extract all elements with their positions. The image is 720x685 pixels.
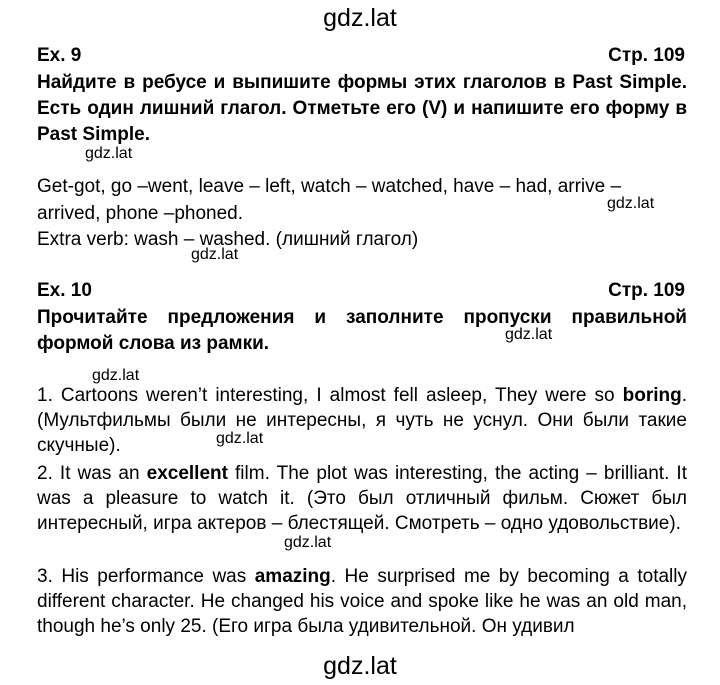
ex9-answer-line2: Extra verb: wash – washed. (лишний глагол): [37, 229, 419, 250]
ex9-label: Ex. 9: [37, 45, 82, 66]
item3-answer-word: amazing: [254, 566, 331, 587]
item1-text-before: 1. Cartoons weren’t interesting, I almost fell asleep, They were so: [37, 385, 623, 406]
ex9-task-text: Найдите в ребусе и выпишите формы этих глаголов в Past Simple. Есть один лишний глагол. Отметьте его (V) и напишите его форму в Past Simple.: [37, 72, 687, 145]
ex10-page-number: Стр. 109: [608, 280, 685, 301]
ex9-page-number: Стр. 109: [608, 45, 685, 66]
ex9-answer-line1: Get-got, go –went, leave – left, watch – watched, have – had, arrive – arrived, phone –phoned.: [37, 176, 622, 224]
ex10-task-text: Прочитайте предложения и заполните пропуски правильной формой слова из рамки.: [37, 307, 687, 354]
ex9-header: [37, 44, 685, 68]
ex10-item-2: [37, 461, 687, 536]
item3-text-after: . He surprised me by becoming a totally different character. He changed his voice and spoke like he was an old man, though he’s only 25. (Его игра была удивительной. Он удивил: [37, 566, 687, 637]
site-title-top: gdz.lat: [323, 4, 397, 32]
ex10-label: Ex. 10: [37, 280, 92, 301]
ex10-header: [37, 279, 685, 303]
item1-answer-word: boring: [622, 385, 682, 406]
item1-text-after: . (Мультфильмы были не интересны, я чуть не уснул. Они были такие скучные).: [37, 385, 687, 456]
item2-text-before: 2. It was an: [37, 463, 147, 484]
ex10-item-1: [37, 383, 687, 458]
item3-text-before: 3. His performance was: [37, 566, 255, 587]
watermark: gdz.lat: [607, 195, 655, 212]
watermark: gdz.lat: [85, 145, 133, 162]
ex10-item-3: [37, 564, 687, 639]
site-title-bottom: gdz.lat: [323, 652, 397, 680]
watermark: gdz.lat: [216, 430, 264, 447]
watermark: gdz.lat: [92, 367, 140, 384]
watermark: gdz.lat: [284, 534, 332, 551]
watermark: gdz.lat: [191, 246, 239, 263]
watermark: gdz.lat: [505, 326, 553, 343]
item2-answer-word: excellent: [146, 463, 228, 484]
item2-text-after: film. The plot was interesting, the acting – brilliant. It was a pleasure to watch it. (Это был отличный фильм. Сюжет был интересный, игра актеров – блестящей. Смотреть – одно удовольствие).: [37, 463, 687, 534]
